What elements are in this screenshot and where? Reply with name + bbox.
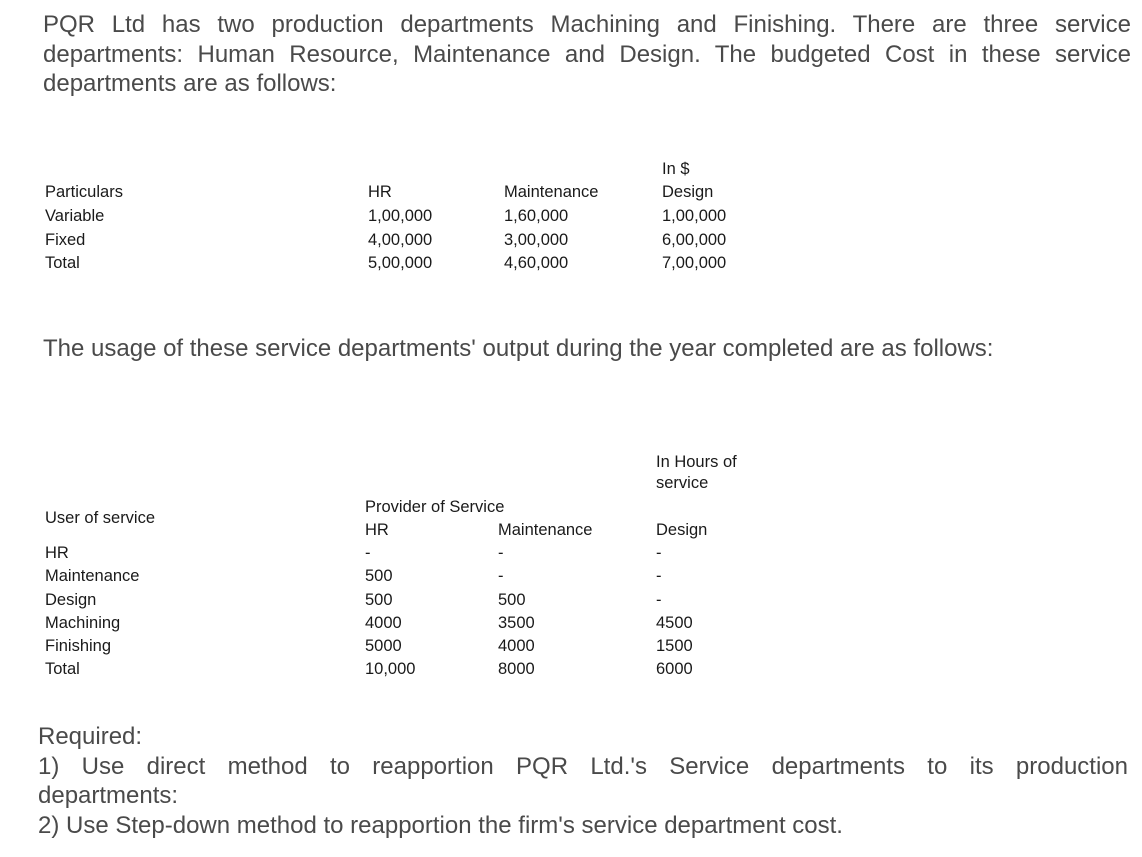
usage-cell: - bbox=[365, 544, 371, 562]
cost-row-label: Total bbox=[45, 254, 80, 272]
usage-cell: - bbox=[656, 591, 662, 609]
usage-cell: - bbox=[656, 567, 662, 585]
required-item-1-line-1: 1) Use direct method to reapportion PQR Ltd.'s Service departments to its production bbox=[38, 752, 1128, 780]
usage-row-label: Finishing bbox=[45, 637, 112, 655]
usage-cell: 500 bbox=[365, 567, 393, 585]
cost-header-design: Design bbox=[662, 183, 714, 201]
usage-cell: - bbox=[498, 544, 504, 562]
usage-header-maintenance: Maintenance bbox=[498, 521, 593, 539]
cost-unit-note: In $ bbox=[662, 160, 690, 178]
usage-cell: 10,000 bbox=[365, 660, 416, 678]
required-item-1-line-2: departments: bbox=[38, 782, 179, 809]
cost-header-particulars: Particulars bbox=[45, 183, 123, 201]
usage-cell: - bbox=[656, 544, 662, 562]
cost-header-maintenance: Maintenance bbox=[504, 183, 599, 201]
usage-cell: 500 bbox=[365, 591, 393, 609]
required-heading: Required: bbox=[38, 723, 143, 750]
usage-row-label: Design bbox=[45, 591, 97, 609]
cost-row-label: Variable bbox=[45, 207, 105, 225]
usage-cell: 4000 bbox=[365, 614, 402, 632]
usage-cell: 8000 bbox=[498, 660, 535, 678]
cost-cell: 3,00,000 bbox=[504, 231, 569, 249]
cost-cell: 7,00,000 bbox=[662, 254, 727, 272]
usage-cell: 500 bbox=[498, 591, 526, 609]
cost-cell: 5,00,000 bbox=[368, 254, 433, 272]
usage-cell: 3500 bbox=[498, 614, 535, 632]
cost-row-label: Fixed bbox=[45, 231, 86, 249]
user-of-service-header: User of service bbox=[45, 509, 156, 527]
usage-cell: 6000 bbox=[656, 660, 693, 678]
usage-cell: 4500 bbox=[656, 614, 693, 632]
cost-header-hr: HR bbox=[368, 183, 392, 201]
usage-row-label: Machining bbox=[45, 614, 121, 632]
usage-row-label: Total bbox=[45, 660, 80, 678]
required-section bbox=[38, 722, 1128, 840]
usage-unit-note-line2: service bbox=[656, 474, 709, 492]
cost-cell: 4,00,000 bbox=[368, 231, 433, 249]
usage-row-label: Maintenance bbox=[45, 567, 140, 585]
cost-cell: 1,00,000 bbox=[368, 207, 433, 225]
usage-unit-note-line1: In Hours of bbox=[656, 453, 737, 471]
usage-header-design: Design bbox=[656, 521, 708, 539]
required-item-2: 2) Use Step-down method to reapportion the firm's service department cost. bbox=[38, 811, 843, 839]
cost-cell: 1,00,000 bbox=[662, 207, 727, 225]
usage-row-label: HR bbox=[45, 544, 69, 562]
usage-cell: 5000 bbox=[365, 637, 402, 655]
cost-cell: 1,60,000 bbox=[504, 207, 569, 225]
usage-cell: 1500 bbox=[656, 637, 693, 655]
usage-cell: 4000 bbox=[498, 637, 535, 655]
provider-of-service-header: Provider of Service bbox=[365, 498, 505, 516]
usage-header-hr: HR bbox=[365, 521, 389, 539]
intro-paragraph: PQR Ltd has two production departments Machining and Finishing. There are three service departments: Human Resource, Maintenance and Design. The budgeted Cost in these service departments are as follows: bbox=[43, 11, 1131, 97]
cost-cell: 6,00,000 bbox=[662, 231, 727, 249]
cost-cell: 4,60,000 bbox=[504, 254, 569, 272]
usage-cell: - bbox=[498, 567, 504, 585]
usage-sentence: The usage of these service departments' output during the year completed are as follows: bbox=[43, 335, 994, 362]
